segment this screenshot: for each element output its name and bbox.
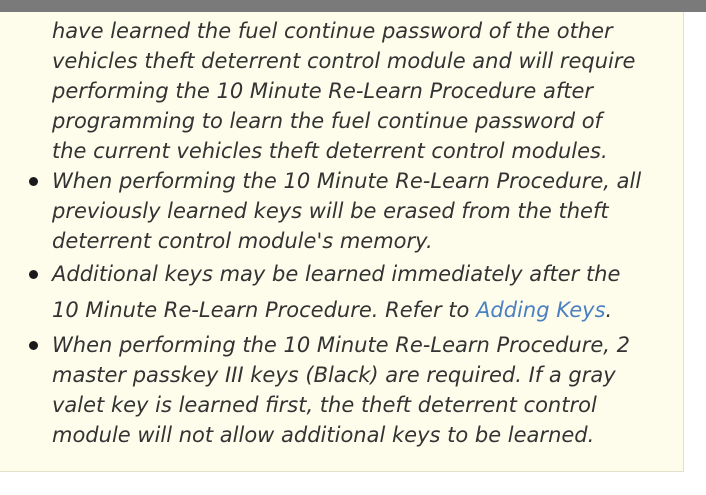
bullet-item-master-keys (0, 330, 642, 450)
note-bullet-list (0, 166, 680, 450)
note-text (0, 12, 680, 450)
note-box (0, 12, 684, 472)
bullet-text-end: . (605, 298, 613, 322)
bullet-text: Additional keys may be learned immediately after the 10 Minute Re-Learn Procedure. Refer to (52, 262, 621, 322)
bullet-item-additional-keys (0, 256, 642, 328)
note-continuation-text: have learned the fuel continue password of the other vehicles theft deterrent control module and will require performing the 10 Minute Re-Learn Procedure after programming to learn the fuel continue password of the current vehicles theft deterrent control modules. (52, 19, 636, 163)
top-bar (0, 0, 706, 12)
bullet-text: When performing the 10 Minute Re-Learn Procedure, 2 master passkey III keys (Black) are required. If a gray valet key is learned first, the theft deterrent control module will not allow additional keys to be learned. (52, 333, 630, 447)
adding-keys-link[interactable]: Adding Keys (476, 298, 606, 322)
bullet-dot-icon (29, 177, 38, 186)
bullet-dot-icon (29, 341, 38, 350)
bullet-item-erase-keys (0, 166, 642, 256)
bullet-dot-icon (29, 270, 38, 279)
bullet-text: When performing the 10 Minute Re-Learn Procedure, all previously learned keys will be erased from the theft deterrent control module's memory. (52, 169, 642, 253)
